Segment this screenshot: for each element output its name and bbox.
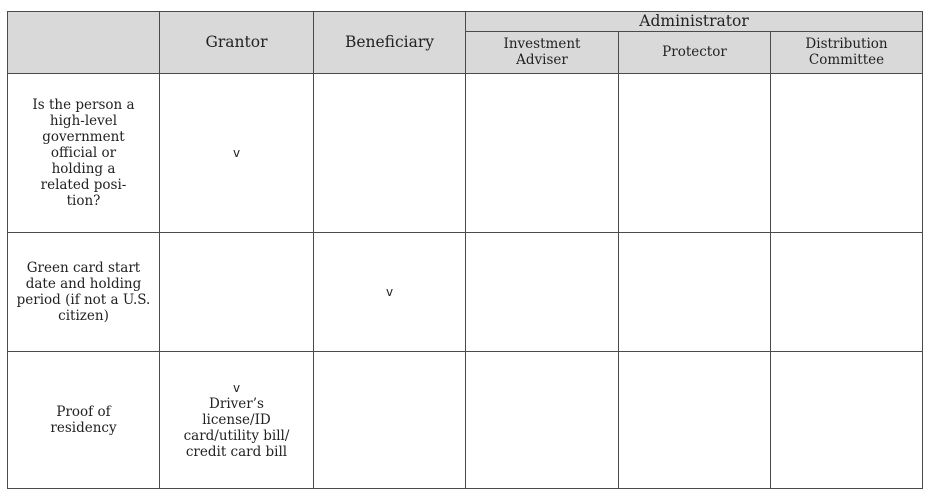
check-mark: v (232, 146, 241, 160)
beneficiary-cell (314, 233, 466, 351)
investment-adviser-cell (466, 73, 619, 232)
table-row (8, 351, 923, 488)
protector-cell (619, 73, 771, 232)
distribution-committee-cell (771, 73, 923, 232)
distribution-committee-cell (771, 233, 923, 351)
protector-cell (619, 351, 771, 488)
check-mark: v (385, 284, 394, 299)
grantor-column-header: Grantor (160, 12, 314, 74)
distribution-committee-cell (771, 351, 923, 488)
check-mark: v (232, 380, 241, 395)
investment-adviser-cell (466, 233, 619, 351)
beneficiary-cell (314, 73, 466, 232)
grantor-cell (160, 73, 314, 232)
protector-cell (619, 233, 771, 351)
grantor-cell (160, 351, 314, 488)
row-label: Proof of residency (8, 351, 160, 488)
table-row (8, 73, 923, 232)
grantor-cell (160, 233, 314, 351)
investment-adviser-cell (466, 351, 619, 488)
kyc-requirements-table (7, 11, 923, 489)
grantor-note: Driver’s license/ID card/utility bill/ credit card bill (183, 395, 290, 460)
protector-column-header: Protector (619, 31, 771, 73)
row-label: Is the person a high-level government official or holding a related posi-tion? (8, 73, 160, 232)
beneficiary-cell (314, 351, 466, 488)
row-label: Green card start date and holding period (if not a U.S. citizen) (8, 233, 160, 351)
distribution-committee-column-header: Distribution Committee (771, 31, 923, 73)
beneficiary-column-header: Beneficiary (314, 12, 466, 74)
investment-adviser-column-header: Investment Adviser (466, 31, 619, 73)
table-row (8, 233, 923, 351)
administrator-group-header: Administrator (466, 12, 923, 32)
corner-header-cell (8, 12, 160, 74)
